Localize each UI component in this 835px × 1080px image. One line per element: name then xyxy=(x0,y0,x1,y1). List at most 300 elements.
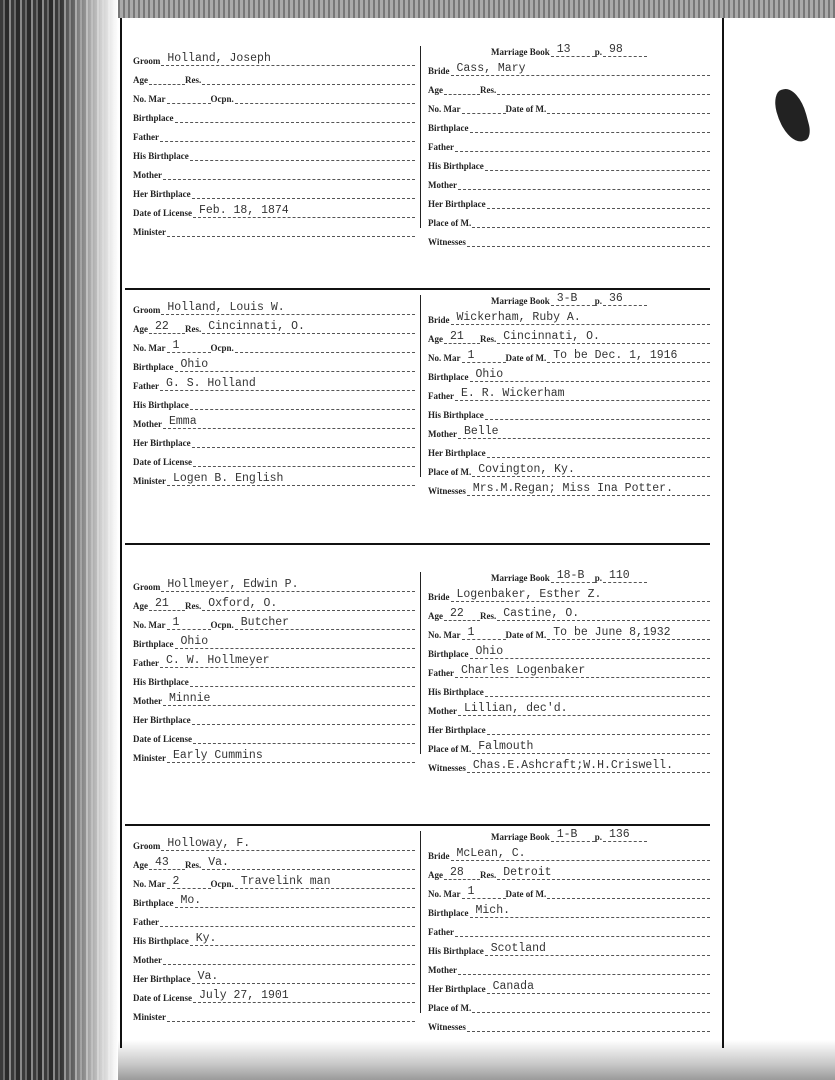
bride-father-row xyxy=(428,918,710,937)
bride-her-birthplace-value: Canada xyxy=(487,980,710,994)
groom-nomar-row xyxy=(133,611,415,630)
bride-father-label: Father xyxy=(428,142,454,152)
bride-mother-row xyxy=(428,171,710,190)
bride-res-value: Detroit xyxy=(497,866,710,880)
groom-age-value xyxy=(149,71,185,85)
groom-age-row xyxy=(133,592,415,611)
groom-her-birthplace-label: Her Birthplace xyxy=(133,189,191,199)
page-label: p. xyxy=(594,47,602,57)
groom-ocpn-label: Ocpn. xyxy=(210,94,234,104)
groom-minister-row xyxy=(133,467,415,486)
groom-age-label: Age xyxy=(133,601,148,611)
bride-his-birthplace-value xyxy=(485,683,710,697)
bride-her-birthplace-row xyxy=(428,716,710,735)
bride-res-label: Res. xyxy=(480,85,497,95)
marriage-record-card xyxy=(133,828,713,1032)
bride-his-birthplace-label: His Birthplace xyxy=(428,687,484,697)
bride-birthplace-row xyxy=(428,899,710,918)
bride-his-birthplace-label: His Birthplace xyxy=(428,410,484,420)
bride-label: Bride xyxy=(428,851,450,861)
groom-label: Groom xyxy=(133,841,161,851)
groom-no-mar-value xyxy=(167,90,211,104)
groom-mother-row xyxy=(133,410,415,429)
groom-father-row xyxy=(133,372,415,391)
page-value: 110 xyxy=(603,569,647,583)
groom-birthplace-value xyxy=(175,109,416,123)
groom-mother-value: Emma xyxy=(163,415,415,429)
groom-column xyxy=(133,573,415,763)
groom-no-mar-value: 1 xyxy=(167,616,211,630)
bride-birthplace-value: Mich. xyxy=(470,904,711,918)
groom-birthplace-row xyxy=(133,889,415,908)
bride-place-of-marriage-label: Place of M. xyxy=(428,1003,472,1013)
groom-name-value: Hollmeyer, Edwin P. xyxy=(161,578,415,592)
groom-date-of-license-value: Feb. 18, 1874 xyxy=(193,204,415,218)
groom-date-of-license-label: Date of License xyxy=(133,734,192,744)
groom-father-label: Father xyxy=(133,917,159,927)
groom-birthplace-value: Ohio xyxy=(175,635,416,649)
groom-no-mar-label: No. Mar xyxy=(133,94,166,104)
bride-place-of-marriage-row xyxy=(428,209,710,228)
groom-her-birthplace-row xyxy=(133,706,415,725)
groom-no-mar-value: 1 xyxy=(167,339,211,353)
groom-mother-value: Minnie xyxy=(163,692,415,706)
bride-age-value xyxy=(444,81,480,95)
marriage-record-card xyxy=(133,569,713,773)
groom-mother-label: Mother xyxy=(133,170,162,180)
bride-column xyxy=(428,564,710,773)
groom-row xyxy=(133,296,415,315)
groom-nomar-row xyxy=(133,870,415,889)
groom-father-value: C. W. Hollmeyer xyxy=(160,654,415,668)
groom-date-of-license-value xyxy=(193,730,415,744)
groom-nomar-row xyxy=(133,334,415,353)
bride-witnesses-row xyxy=(428,228,710,247)
groom-minister-row xyxy=(133,744,415,763)
bride-her-birthplace-label: Her Birthplace xyxy=(428,984,486,994)
groom-minister-value: Early Cummins xyxy=(167,749,415,763)
bride-no-mar-value: 1 xyxy=(462,626,506,640)
date-of-marriage-value xyxy=(547,885,710,899)
groom-birthplace-value: Mo. xyxy=(175,894,416,908)
bride-mother-label: Mother xyxy=(428,706,457,716)
bride-place-of-marriage-row xyxy=(428,994,710,1013)
bride-no-mar-label: No. Mar xyxy=(428,889,461,899)
scan-left-edge xyxy=(0,0,118,1080)
bride-her-birthplace-value xyxy=(487,721,710,735)
bride-birthplace-row xyxy=(428,114,710,133)
groom-mother-value xyxy=(163,951,415,965)
page-left-border xyxy=(120,18,122,1048)
marriage-book-label: Marriage Book xyxy=(490,573,550,583)
marriage-book-value: 1-B xyxy=(551,828,595,842)
bride-father-row xyxy=(428,659,710,678)
groom-date-of-license-label: Date of License xyxy=(133,993,192,1003)
groom-date-of-license-row xyxy=(133,984,415,1003)
column-divider xyxy=(420,831,421,1013)
groom-birthplace-label: Birthplace xyxy=(133,113,174,123)
groom-his-birthplace-label: His Birthplace xyxy=(133,677,189,687)
groom-mother-row xyxy=(133,161,415,180)
groom-res-value: Va. xyxy=(202,856,415,870)
bride-witnesses-row xyxy=(428,1013,710,1032)
bride-father-label: Father xyxy=(428,927,454,937)
groom-minister-row xyxy=(133,218,415,237)
bride-nomar-row xyxy=(428,95,710,114)
bride-name-value: McLean, C. xyxy=(451,847,711,861)
bride-res-value xyxy=(497,81,710,95)
groom-no-mar-value: 2 xyxy=(167,875,211,889)
bride-mother-label: Mother xyxy=(428,180,457,190)
groom-birthplace-row xyxy=(133,104,415,123)
page-value: 136 xyxy=(603,828,647,842)
groom-father-label: Father xyxy=(133,132,159,142)
page-value: 98 xyxy=(603,43,647,57)
bride-place-of-marriage-value xyxy=(472,999,710,1013)
bride-father-value xyxy=(455,138,710,152)
bride-witnesses-row xyxy=(428,477,710,496)
bride-father-value: E. R. Wickerham xyxy=(455,387,710,401)
bride-birthplace-label: Birthplace xyxy=(428,372,469,382)
marriage-book-label: Marriage Book xyxy=(490,832,550,842)
bride-no-mar-value: 1 xyxy=(462,885,506,899)
groom-no-mar-label: No. Mar xyxy=(133,343,166,353)
groom-no-mar-label: No. Mar xyxy=(133,620,166,630)
scan-top-edge xyxy=(118,0,835,18)
bride-age-label: Age xyxy=(428,870,443,880)
bride-age-row xyxy=(428,602,710,621)
groom-father-value xyxy=(160,128,415,142)
groom-her-birthplace-label: Her Birthplace xyxy=(133,438,191,448)
groom-birthplace-label: Birthplace xyxy=(133,639,174,649)
groom-minister-label: Minister xyxy=(133,1012,166,1022)
groom-his-birthplace-value xyxy=(190,396,415,410)
bride-place-of-marriage-label: Place of M. xyxy=(428,467,472,477)
bride-no-mar-label: No. Mar xyxy=(428,630,461,640)
bride-label: Bride xyxy=(428,592,450,602)
groom-label: Groom xyxy=(133,305,161,315)
bride-witnesses-label: Witnesses xyxy=(428,1022,466,1032)
card-separator xyxy=(125,543,710,545)
bride-column xyxy=(428,38,710,247)
bride-res-label: Res. xyxy=(480,611,497,621)
bride-her-birthplace-row xyxy=(428,975,710,994)
bride-witnesses-value xyxy=(467,233,710,247)
groom-mother-value xyxy=(163,166,415,180)
groom-his-birthplace-value xyxy=(190,673,415,687)
groom-her-birthplace-label: Her Birthplace xyxy=(133,715,191,725)
groom-res-value: Cincinnati, O. xyxy=(202,320,415,334)
date-of-marriage-value: To be Dec. 1, 1916 xyxy=(547,349,710,363)
groom-age-value: 22 xyxy=(149,320,185,334)
groom-mother-label: Mother xyxy=(133,955,162,965)
groom-minister-value xyxy=(167,223,415,237)
bride-her-birthplace-label: Her Birthplace xyxy=(428,199,486,209)
groom-birthplace-value: Ohio xyxy=(175,358,416,372)
bride-res-value: Castine, O. xyxy=(497,607,710,621)
groom-res-label: Res. xyxy=(185,75,202,85)
groom-father-value xyxy=(160,913,415,927)
bride-res-label: Res. xyxy=(480,870,497,880)
bride-res-label: Res. xyxy=(480,334,497,344)
bride-label: Bride xyxy=(428,315,450,325)
groom-age-row xyxy=(133,66,415,85)
bride-mother-label: Mother xyxy=(428,965,457,975)
page-label: p. xyxy=(594,832,602,842)
bride-father-label: Father xyxy=(428,668,454,678)
bride-row xyxy=(428,583,710,602)
bride-age-label: Age xyxy=(428,611,443,621)
groom-ocpn-value xyxy=(235,339,415,353)
groom-his-birthplace-row xyxy=(133,668,415,687)
groom-row xyxy=(133,832,415,851)
groom-her-birthplace-row xyxy=(133,429,415,448)
column-divider xyxy=(420,572,421,754)
bride-his-birthplace-value xyxy=(485,157,710,171)
bride-place-of-marriage-value: Falmouth xyxy=(472,740,710,754)
groom-father-row xyxy=(133,123,415,142)
groom-her-birthplace-value xyxy=(192,434,415,448)
groom-his-birthplace-label: His Birthplace xyxy=(133,400,189,410)
bride-witnesses-label: Witnesses xyxy=(428,763,466,773)
groom-her-birthplace-value xyxy=(192,185,415,199)
bride-age-row xyxy=(428,325,710,344)
groom-his-birthplace-label: His Birthplace xyxy=(133,151,189,161)
bride-birthplace-value: Ohio xyxy=(470,645,711,659)
ink-blot xyxy=(771,85,812,145)
bride-name-value: Cass, Mary xyxy=(451,62,711,76)
page-value: 36 xyxy=(603,292,647,306)
groom-age-row xyxy=(133,851,415,870)
groom-minister-label: Minister xyxy=(133,753,166,763)
bride-her-birthplace-value xyxy=(487,444,710,458)
marriage-record-card xyxy=(133,292,713,496)
groom-age-label: Age xyxy=(133,860,148,870)
bride-column xyxy=(428,823,710,1032)
bride-birthplace-value xyxy=(470,119,711,133)
bride-place-of-marriage-value: Covington, Ky. xyxy=(472,463,710,477)
scan-bottom-edge xyxy=(118,1040,835,1080)
groom-date-of-license-row xyxy=(133,199,415,218)
bride-no-mar-label: No. Mar xyxy=(428,353,461,363)
bride-witnesses-value xyxy=(467,1018,710,1032)
bride-his-birthplace-row xyxy=(428,937,710,956)
bride-his-birthplace-label: His Birthplace xyxy=(428,946,484,956)
groom-mother-row xyxy=(133,946,415,965)
bride-birthplace-value: Ohio xyxy=(470,368,711,382)
bride-her-birthplace-label: Her Birthplace xyxy=(428,448,486,458)
column-divider xyxy=(420,295,421,477)
bride-age-label: Age xyxy=(428,85,443,95)
groom-his-birthplace-value xyxy=(190,147,415,161)
bride-res-value: Cincinnati, O. xyxy=(497,330,710,344)
bride-row xyxy=(428,842,710,861)
column-divider xyxy=(420,46,421,228)
groom-date-of-license-label: Date of License xyxy=(133,457,192,467)
date-of-marriage-value xyxy=(547,100,710,114)
groom-name-value: Holland, Louis W. xyxy=(161,301,415,315)
marriage-book-row xyxy=(428,38,710,57)
bride-his-birthplace-value xyxy=(485,406,710,420)
bride-his-birthplace-row xyxy=(428,401,710,420)
groom-minister-value: Logen B. English xyxy=(167,472,415,486)
bride-age-value: 22 xyxy=(444,607,480,621)
marriage-book-row xyxy=(428,823,710,842)
bride-column xyxy=(428,287,710,496)
groom-res-value: Oxford, O. xyxy=(202,597,415,611)
groom-mother-label: Mother xyxy=(133,696,162,706)
groom-her-birthplace-label: Her Birthplace xyxy=(133,974,191,984)
page-label: p. xyxy=(594,296,602,306)
marriage-book-value: 13 xyxy=(551,43,595,57)
groom-father-row xyxy=(133,908,415,927)
date-of-marriage-label: Date of M. xyxy=(505,104,547,114)
bride-mother-value xyxy=(458,176,710,190)
bride-witnesses-value: Mrs.M.Regan; Miss Ina Potter. xyxy=(467,482,710,496)
bride-his-birthplace-label: His Birthplace xyxy=(428,161,484,171)
groom-date-of-license-label: Date of License xyxy=(133,208,192,218)
bride-witnesses-label: Witnesses xyxy=(428,486,466,496)
bride-father-value: Charles Logenbaker xyxy=(455,664,710,678)
bride-nomar-row xyxy=(428,880,710,899)
bride-age-value: 21 xyxy=(444,330,480,344)
groom-res-label: Res. xyxy=(185,601,202,611)
date-of-marriage-value: To be June 8,1932 xyxy=(547,626,710,640)
date-of-marriage-label: Date of M. xyxy=(505,630,547,640)
groom-age-label: Age xyxy=(133,324,148,334)
groom-birthplace-label: Birthplace xyxy=(133,362,174,372)
bride-mother-row xyxy=(428,956,710,975)
groom-father-row xyxy=(133,649,415,668)
bride-witnesses-row xyxy=(428,754,710,773)
groom-date-of-license-value xyxy=(193,453,415,467)
bride-mother-row xyxy=(428,420,710,439)
groom-ocpn-label: Ocpn. xyxy=(210,620,234,630)
bride-place-of-marriage-row xyxy=(428,458,710,477)
groom-label: Groom xyxy=(133,582,161,592)
bride-row xyxy=(428,57,710,76)
bride-row xyxy=(428,306,710,325)
groom-minister-label: Minister xyxy=(133,476,166,486)
bride-no-mar-label: No. Mar xyxy=(428,104,461,114)
bride-her-birthplace-row xyxy=(428,439,710,458)
groom-ocpn-label: Ocpn. xyxy=(210,879,234,889)
groom-nomar-row xyxy=(133,85,415,104)
groom-column xyxy=(133,47,415,237)
bride-nomar-row xyxy=(428,344,710,363)
groom-mother-label: Mother xyxy=(133,419,162,429)
groom-his-birthplace-value: Ky. xyxy=(190,932,415,946)
groom-label: Groom xyxy=(133,56,161,66)
groom-no-mar-label: No. Mar xyxy=(133,879,166,889)
marriage-book-label: Marriage Book xyxy=(490,296,550,306)
marriage-book-value: 18-B xyxy=(551,569,595,583)
groom-his-birthplace-row xyxy=(133,927,415,946)
bride-birthplace-row xyxy=(428,363,710,382)
page-label: p. xyxy=(594,573,602,583)
bride-no-mar-value xyxy=(462,100,506,114)
groom-ocpn-value: Travelink man xyxy=(235,875,415,889)
groom-his-birthplace-label: His Birthplace xyxy=(133,936,189,946)
marriage-book-row xyxy=(428,287,710,306)
bride-witnesses-label: Witnesses xyxy=(428,237,466,247)
bride-place-of-marriage-value xyxy=(472,214,710,228)
groom-his-birthplace-row xyxy=(133,142,415,161)
groom-column xyxy=(133,296,415,486)
groom-row xyxy=(133,47,415,66)
groom-ocpn-value: Butcher xyxy=(235,616,415,630)
bride-nomar-row xyxy=(428,621,710,640)
bride-mother-value: Lillian, dec'd. xyxy=(458,702,710,716)
bride-mother-value xyxy=(458,961,710,975)
groom-age-label: Age xyxy=(133,75,148,85)
bride-father-row xyxy=(428,133,710,152)
bride-name-value: Wickerham, Ruby A. xyxy=(451,311,711,325)
bride-name-value: Logenbaker, Esther Z. xyxy=(451,588,711,602)
bride-father-row xyxy=(428,382,710,401)
groom-father-label: Father xyxy=(133,658,159,668)
bride-mother-value: Belle xyxy=(458,425,710,439)
bride-birthplace-row xyxy=(428,640,710,659)
date-of-marriage-label: Date of M. xyxy=(505,353,547,363)
bride-birthplace-label: Birthplace xyxy=(428,123,469,133)
groom-her-birthplace-row xyxy=(133,965,415,984)
bride-birthplace-label: Birthplace xyxy=(428,649,469,659)
marriage-book-label: Marriage Book xyxy=(490,47,550,57)
groom-birthplace-row xyxy=(133,353,415,372)
bride-place-of-marriage-row xyxy=(428,735,710,754)
groom-date-of-license-row xyxy=(133,725,415,744)
bride-birthplace-label: Birthplace xyxy=(428,908,469,918)
groom-age-row xyxy=(133,315,415,334)
groom-her-birthplace-value xyxy=(192,711,415,725)
date-of-marriage-label: Date of M. xyxy=(505,889,547,899)
bride-mother-label: Mother xyxy=(428,429,457,439)
page-right-border xyxy=(722,18,724,1048)
bride-his-birthplace-row xyxy=(428,152,710,171)
groom-ocpn-label: Ocpn. xyxy=(210,343,234,353)
bride-label: Bride xyxy=(428,66,450,76)
groom-res-label: Res. xyxy=(185,860,202,870)
groom-name-value: Holloway, F. xyxy=(161,837,415,851)
bride-her-birthplace-label: Her Birthplace xyxy=(428,725,486,735)
groom-res-value xyxy=(202,71,415,85)
groom-column xyxy=(133,832,415,1022)
bride-her-birthplace-row xyxy=(428,190,710,209)
bride-place-of-marriage-label: Place of M. xyxy=(428,218,472,228)
bride-no-mar-value: 1 xyxy=(462,349,506,363)
groom-age-value: 21 xyxy=(149,597,185,611)
bride-witnesses-value: Chas.E.Ashcraft;W.H.Criswell. xyxy=(467,759,710,773)
bride-father-value xyxy=(455,923,710,937)
groom-birthplace-row xyxy=(133,630,415,649)
bride-age-row xyxy=(428,76,710,95)
bride-her-birthplace-value xyxy=(487,195,710,209)
groom-age-value: 43 xyxy=(149,856,185,870)
bride-place-of-marriage-label: Place of M. xyxy=(428,744,472,754)
bride-age-row xyxy=(428,861,710,880)
bride-father-label: Father xyxy=(428,391,454,401)
marriage-book-row xyxy=(428,564,710,583)
groom-minister-value xyxy=(167,1008,415,1022)
groom-date-of-license-row xyxy=(133,448,415,467)
groom-her-birthplace-row xyxy=(133,180,415,199)
groom-his-birthplace-row xyxy=(133,391,415,410)
bride-mother-row xyxy=(428,697,710,716)
groom-father-value: G. S. Holland xyxy=(160,377,415,391)
groom-birthplace-label: Birthplace xyxy=(133,898,174,908)
groom-res-label: Res. xyxy=(185,324,202,334)
